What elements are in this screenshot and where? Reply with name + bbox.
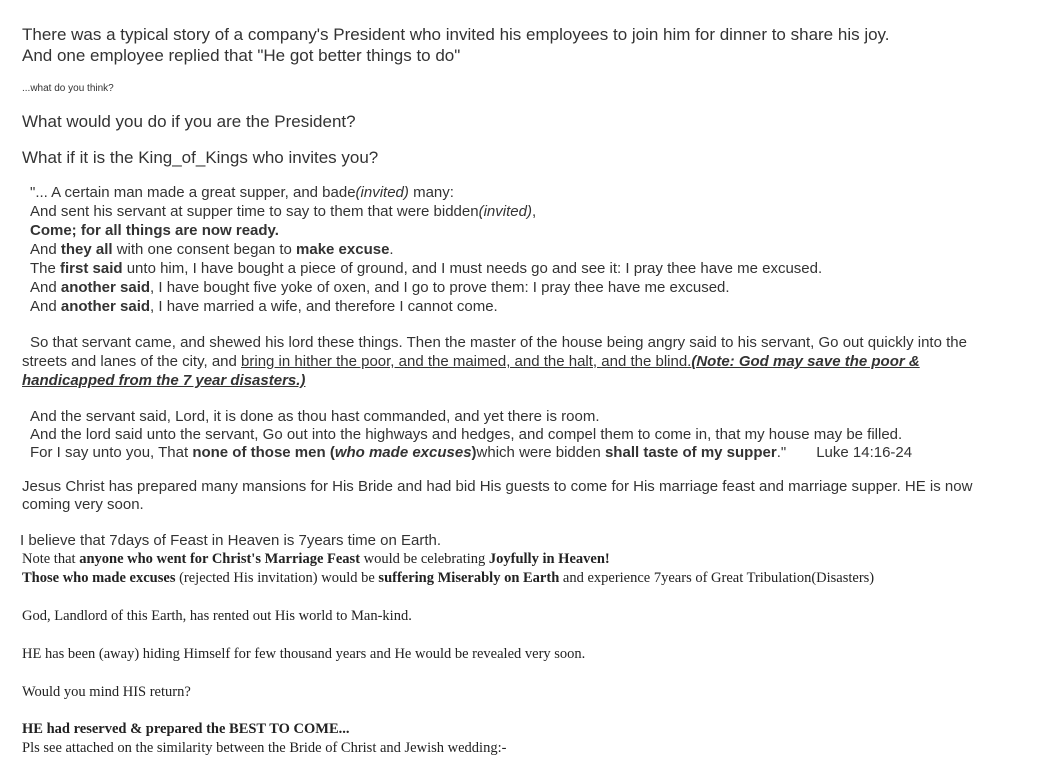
scripture-line-7: And another said, I have married a wife, and therefore I cannot come. (30, 298, 498, 315)
scripture-reference: Luke 14:16-24 (816, 444, 913, 461)
jesus-line-2: coming very soon. (22, 496, 144, 513)
intro-line-1: There was a typical story of a company's President who invited his employees to join him for dinner to share his joy. (22, 25, 890, 44)
landlord-line: God, Landlord of this Earth, has rented out His world to Man-kind. (22, 608, 412, 624)
belief-line-2: Note that anyone who went for Christ's Marriage Feast would be celebrating Joyfully in Heaven! (22, 551, 610, 567)
jesus-line-1: Jesus Christ has prepared many mansions for His Bride and had bid His guests to come for His marriage feast and marriage supper. HE is now (22, 478, 973, 495)
question-president: What would you do if you are the President? (22, 112, 356, 131)
scripture-line-6: And another said, I have bought five yoke of oxen, and I go to prove them: I pray thee have me excused. (30, 279, 730, 296)
scripture-para3-line-3: For I say unto you, That none of those men (who made excuses)which were bidden shall taste of my supper." Luke 14:16-24 (30, 444, 913, 461)
belief-line-3: Those who made excuses (rejected His invitation) would be suffering Miserably on Earth and experience 7years of Great Tribulation(Disasters) (22, 570, 875, 586)
scripture-line-2: And sent his servant at supper time to say to them that were bidden(invited), (30, 203, 537, 220)
hiding-line: HE has been (away) hiding Himself for few thousand years and He would be revealed very soon. (22, 646, 586, 662)
scripture-line-1: "... A certain man made a great supper, and bade(invited) many: (30, 184, 454, 201)
scripture-line-3: Come; for all things are now ready. (30, 222, 279, 239)
intro-line-2: And one employee replied that "He got better things to do" (22, 46, 461, 65)
attached-line: Pls see attached on the similarity between the Bride of Christ and Jewish wedding:- (22, 740, 507, 756)
scripture-para2-line-3: handicapped from the 7 year disasters.) (22, 372, 306, 389)
mind-return-line: Would you mind HIS return? (22, 684, 191, 700)
intro-small-question: ...what do you think? (22, 83, 114, 94)
scripture-para2-line-2: streets and lanes of the city, and bring in hither the poor, and the maimed, and the halt, and the blind.(Note: God may save the poor & (22, 353, 920, 370)
scripture-line-4: And they all with one consent began to make excuse. (30, 241, 394, 258)
scripture-line-5: The first said unto him, I have bought a piece of ground, and I must needs go and see it: I pray thee have me excused. (30, 260, 823, 277)
scripture-para2-line-1: So that servant came, and shewed his lord these things. Then the master of the house being angry said to his servant, Go out quickly into the (30, 334, 967, 351)
question-king: What if it is the King_of_Kings who invites you? (22, 148, 379, 167)
belief-line-1: I believe that 7days of Feast in Heaven is 7years time on Earth. (20, 532, 442, 549)
scripture-para3-line-2: And the lord said unto the servant, Go out into the highways and hedges, and compel them to come in, that my house may be filled. (30, 426, 903, 443)
scripture-para3-line-1: And the servant said, Lord, it is done as thou hast commanded, and yet there is room. (30, 408, 600, 425)
reserved-line: HE had reserved & prepared the BEST TO COME... (22, 721, 350, 737)
